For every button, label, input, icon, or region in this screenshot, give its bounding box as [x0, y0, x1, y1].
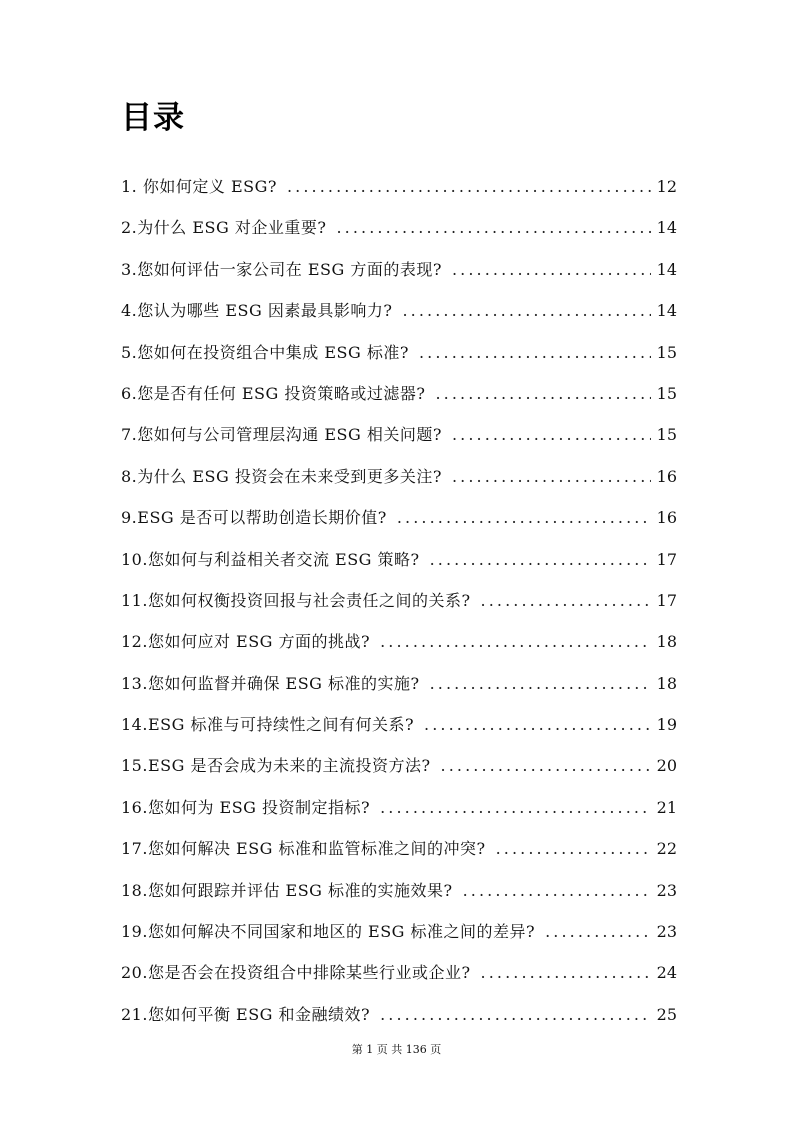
toc-page-number: 12 [656, 177, 677, 196]
toc-entry[interactable] [121, 994, 677, 1035]
toc-entry-title: 12.您如何应对 ESG 方面的挑战? [121, 632, 371, 652]
dot-leader [336, 207, 650, 248]
toc-page-number: 22 [656, 839, 677, 859]
toc-entry-title: 13.您如何监督并确保 ESG 标准的实施? [121, 673, 420, 693]
toc-entry[interactable] [121, 828, 677, 869]
dot-leader [452, 414, 651, 455]
toc-entry-title: 1. 你如何定义 ESG? [121, 177, 277, 196]
toc-entry-title: 9.ESG 是否可以帮助创造长期价值? [121, 508, 387, 528]
toc-page-number: 14 [656, 301, 677, 321]
toc-entry-title: 3.您如何评估一家公司在 ESG 方面的表现? [121, 259, 442, 279]
toc-page-number: 21 [656, 797, 677, 817]
dot-leader [380, 787, 651, 828]
toc-entry-title: 21.您如何平衡 ESG 和金融绩效? [121, 1004, 371, 1024]
toc-entry[interactable] [121, 580, 677, 621]
toc-page-number: 19 [656, 715, 677, 735]
toc-entry-title: 6.您是否有任何 ESG 投资策略或过滤器? [121, 383, 426, 403]
toc-page-number: 24 [656, 963, 677, 983]
toc-entry[interactable] [121, 456, 677, 497]
toc-page-number: 17 [656, 549, 677, 569]
toc-entry[interactable] [121, 207, 677, 248]
toc-entry-title: 16.您如何为 ESG 投资制定指标? [121, 797, 371, 817]
toc-page-number: 15 [656, 425, 677, 445]
toc-entry-title: 17.您如何解决 ESG 标准和监管标准之间的冲突? [121, 839, 486, 859]
toc-page-number: 18 [656, 673, 677, 693]
toc-entry-title: 8.为什么 ESG 投资会在未来受到更多关注? [121, 466, 442, 486]
toc-page-number: 23 [656, 880, 677, 900]
page-title: 目录 [121, 100, 185, 136]
toc-page-number: 14 [656, 259, 677, 279]
dot-leader [481, 580, 651, 621]
dot-leader [380, 994, 651, 1035]
toc-entry[interactable] [121, 911, 677, 952]
toc-entry-title: 20.您是否会在投资组合中排除某些行业或企业? [121, 963, 471, 983]
dot-leader [287, 166, 651, 207]
dot-leader [441, 745, 651, 786]
dot-leader [419, 332, 651, 373]
dot-leader [496, 828, 651, 869]
toc-entry-title: 4.您认为哪些 ESG 因素最具影响力? [121, 301, 393, 321]
toc-page-number: 15 [656, 383, 677, 403]
toc-page-number: 15 [656, 342, 677, 362]
toc-entry-title: 10.您如何与利益相关者交流 ESG 策略? [121, 549, 420, 569]
toc-entry[interactable] [121, 952, 677, 993]
dot-leader [481, 952, 651, 993]
toc-entry[interactable] [121, 414, 677, 455]
toc-page-number: 16 [656, 508, 677, 528]
toc-entry[interactable] [121, 497, 677, 538]
dot-leader [463, 870, 651, 911]
toc-entry-title: 11.您如何权衡投资回报与社会责任之间的关系? [121, 590, 471, 610]
toc-page-number: 23 [656, 922, 677, 942]
dot-leader [397, 497, 651, 538]
toc-entry-title: 2.为什么 ESG 对企业重要? [121, 218, 327, 238]
toc-entry-title: 7.您如何与公司管理层沟通 ESG 相关问题? [121, 425, 442, 445]
toc-page-number: 14 [656, 218, 677, 238]
toc-entry[interactable] [121, 539, 677, 580]
toc-page-number: 17 [656, 590, 677, 610]
toc-page-number: 25 [656, 1004, 677, 1024]
dot-leader [402, 290, 650, 331]
toc-entry-title: 19.您如何解决不同国家和地区的 ESG 标准之间的差异? [121, 922, 536, 942]
dot-leader [430, 663, 651, 704]
toc-page-number: 18 [656, 632, 677, 652]
toc-entry[interactable] [121, 249, 677, 290]
toc-entry[interactable] [121, 290, 677, 331]
toc-page-number: 20 [656, 756, 677, 776]
toc-entry[interactable] [121, 870, 677, 911]
toc-entry[interactable] [121, 621, 677, 662]
dot-leader [430, 539, 651, 580]
toc-entry-title: 14.ESG 标准与可持续性之间有何关系? [121, 715, 415, 735]
page-footer: 第 1 页 共 136 页 [351, 1043, 442, 1056]
toc-entry-title: 5.您如何在投资组合中集成 ESG 标准? [121, 342, 409, 362]
dot-leader [545, 911, 651, 952]
toc-entry[interactable] [121, 166, 677, 207]
toc-entry[interactable] [121, 787, 677, 828]
toc-entry-title: 15.ESG 是否会成为未来的主流投资方法? [121, 756, 431, 776]
toc-page-number: 16 [656, 466, 677, 486]
toc-entry[interactable] [121, 704, 677, 745]
toc-entry[interactable] [121, 332, 677, 373]
dot-leader [452, 249, 651, 290]
toc-entry[interactable] [121, 663, 677, 704]
dot-leader [380, 621, 651, 662]
toc-entry[interactable] [121, 373, 677, 414]
dot-leader [452, 456, 651, 497]
dot-leader [424, 704, 651, 745]
toc-entry[interactable] [121, 745, 677, 786]
table-of-contents [121, 166, 677, 1035]
dot-leader [435, 373, 650, 414]
toc-entry-title: 18.您如何跟踪并评估 ESG 标准的实施效果? [121, 880, 453, 900]
